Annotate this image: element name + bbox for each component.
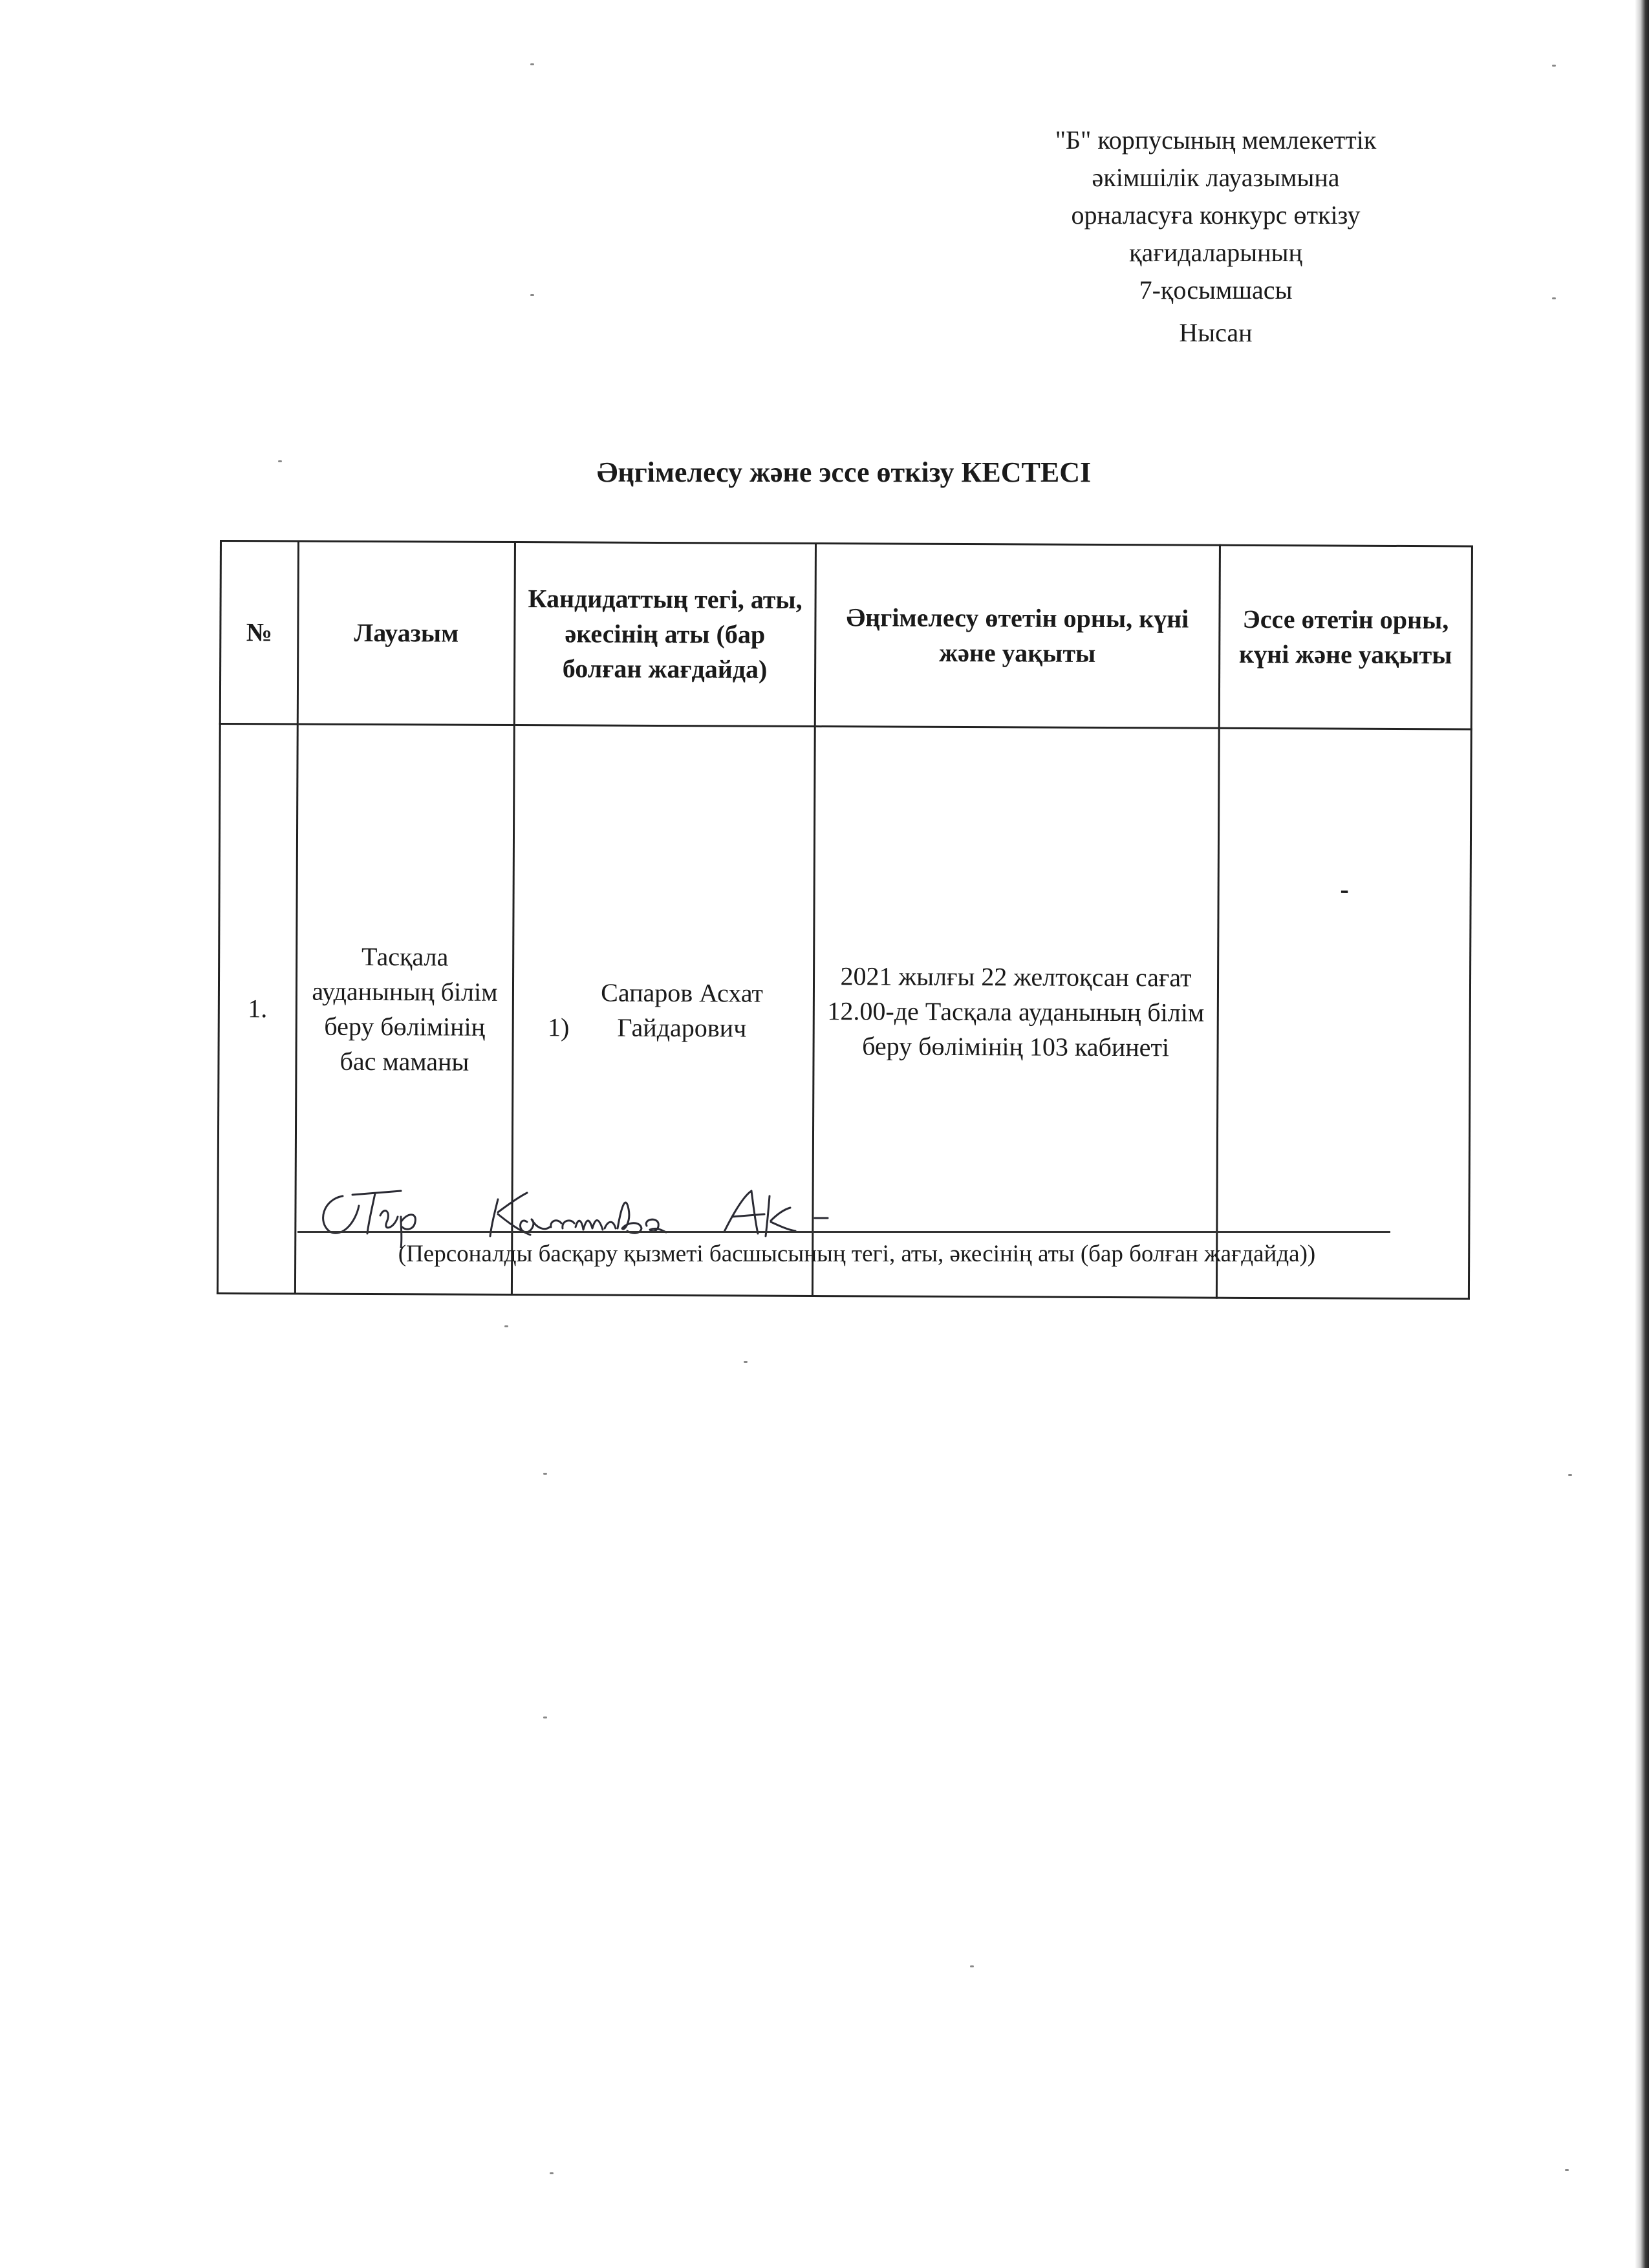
header-number: № — [220, 541, 298, 725]
scan-speck — [530, 294, 534, 296]
row-interview: 2021 жылғы 22 желтоқсан сағат 12.00-де Тасқала ауданының білім беру бөлімінің 103 кабинеті — [812, 727, 1219, 1298]
scan-edge — [1635, 0, 1649, 2268]
scan-speck — [504, 1325, 508, 1327]
header-interview: Әңгімелесу өтетін орны, күні және уақыты — [815, 544, 1220, 729]
appendix-line: "Б" корпусының мемлекеттік — [1055, 125, 1377, 155]
scan-speck — [550, 2172, 554, 2174]
appendix-header — [931, 122, 1500, 352]
row-number: 1. — [217, 724, 297, 1294]
scan-speck — [1565, 2169, 1569, 2171]
form-label: Нысан — [1179, 318, 1253, 347]
scan-speck — [543, 1473, 547, 1475]
appendix-line: әкімшілік лауазымына — [1092, 163, 1340, 192]
scan-speck — [1552, 297, 1556, 299]
appendix-line: орналасуға конкурс өткізу — [1071, 200, 1361, 230]
row-essay: - — [1216, 728, 1471, 1299]
document-title: Әңгімелесу және эссе өткізу КЕСТЕСІ — [596, 456, 1092, 488]
header-candidate: Кандидаттың тегі, аты, әкесінің аты (бар болған жағдайда) — [514, 542, 815, 726]
scan-speck — [543, 1717, 547, 1718]
header-essay: Эссе өтетін орны, күні және уақыты — [1219, 545, 1472, 729]
signature-line — [297, 1231, 1390, 1233]
scan-speck — [744, 1361, 748, 1363]
scan-speck — [1568, 1474, 1572, 1476]
scan-speck — [530, 63, 534, 65]
candidate-index: 1) — [547, 1012, 570, 1042]
signature-caption: (Персоналды басқару қызметі басшысының тегі, аты, әкесінің аты (бар болған жағдайда)) — [398, 1241, 1316, 1267]
header-position: Лауазым — [297, 541, 515, 725]
row-position: Тасқала ауданының білім беру бөлімінің бас маманы — [295, 724, 514, 1294]
table-header-row — [220, 541, 1472, 729]
handwritten-signature — [304, 1177, 1048, 1248]
scan-speck — [1552, 65, 1556, 67]
appendix-line: 7-қосымшасы — [1139, 275, 1293, 305]
candidate-name: Сапаров Асхат Гайдарович — [601, 978, 764, 1043]
appendix-line: қағидаларының — [1129, 238, 1302, 267]
scan-speck — [970, 1965, 974, 1967]
